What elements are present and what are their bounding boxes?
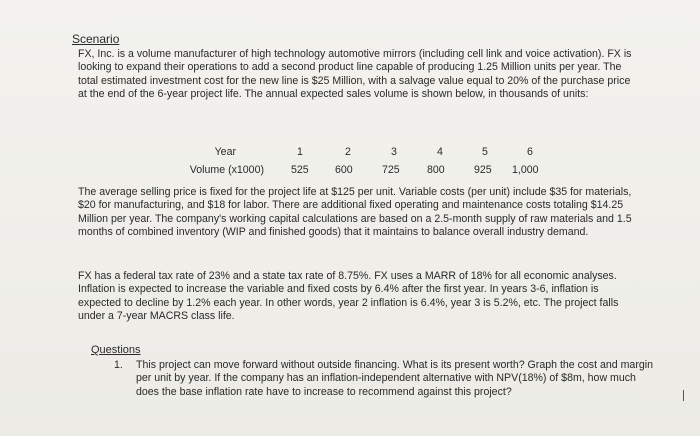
volume-cell: 800 [427,164,445,176]
year-row-label: Year [214,146,236,158]
taxes-inflation-paragraph: FX has a federal tax rate of 23% and a state tax rate of 8.75%. FX uses a MARR of 18% for all economic analyses. Inflation is expected to increase the variable and fixed costs by 6.4% after the first year. In years 3-6, inflation is expected to decline by 1.2% each year. In other words, year 2 inflation is 6.4%, year 3 is 5.2%, etc. The project falls under a 7-year MACRS class life. [78,270,619,323]
year-cell: 2 [345,146,351,158]
year-cell: 3 [391,146,397,158]
volume-cell: 525 [291,164,309,176]
costs-paragraph: The average selling price is fixed for the project life at $125 per unit. Variable costs (per unit) include $35 for materials, $20 for manufacturing, and $18 for labor. There are additional fixed operating and maintenance costs totaling $14.25 Million per year. The company's working capital calculations are based on a 2.5-month supply of raw materials and 1.5 months of combined inventory (WIP and finished goods) that it maintains to balance overall industry demand. [78,186,632,239]
scenario-intro-paragraph: FX, Inc. is a volume manufacturer of high technology automotive mirrors (including cell link and voice activation). FX is looking to expand their operations to add a second product line capable of producing 1.25 Million units per year. The total estimated investment cost for the new line is $25 Million, with a salvage value equal to 20% of the purchase price at the end of the 6-year project life. The annual expected sales volume is shown below, in thousands of units: [78,48,632,101]
volume-cell: 925 [474,164,492,176]
year-cell: 4 [437,146,443,158]
question-number: 1. [114,359,123,371]
year-cell: 6 [527,146,533,158]
volume-cell: 1,000 [512,164,539,176]
volume-cell: 725 [382,164,400,176]
volume-row-label: Volume (x1000) [189,164,264,176]
sales-volume-table [0,146,700,178]
scenario-heading: Scenario [72,32,120,46]
year-cell: 1 [297,146,303,158]
question-item [96,359,656,399]
questions-list [96,359,656,399]
questions-heading: Questions [91,344,141,356]
text-cursor-mark [683,390,684,401]
question-text: This project can move forward without outside financing. What is its present worth? Graph the cost and margin per unit by year. If the company has an inflation-independent alternative with NPV(18%) of $8m, how much does the base inflation rate have to increase to recommend against this project? [136,359,653,398]
year-cell: 5 [482,146,488,158]
volume-cell: 600 [335,164,353,176]
